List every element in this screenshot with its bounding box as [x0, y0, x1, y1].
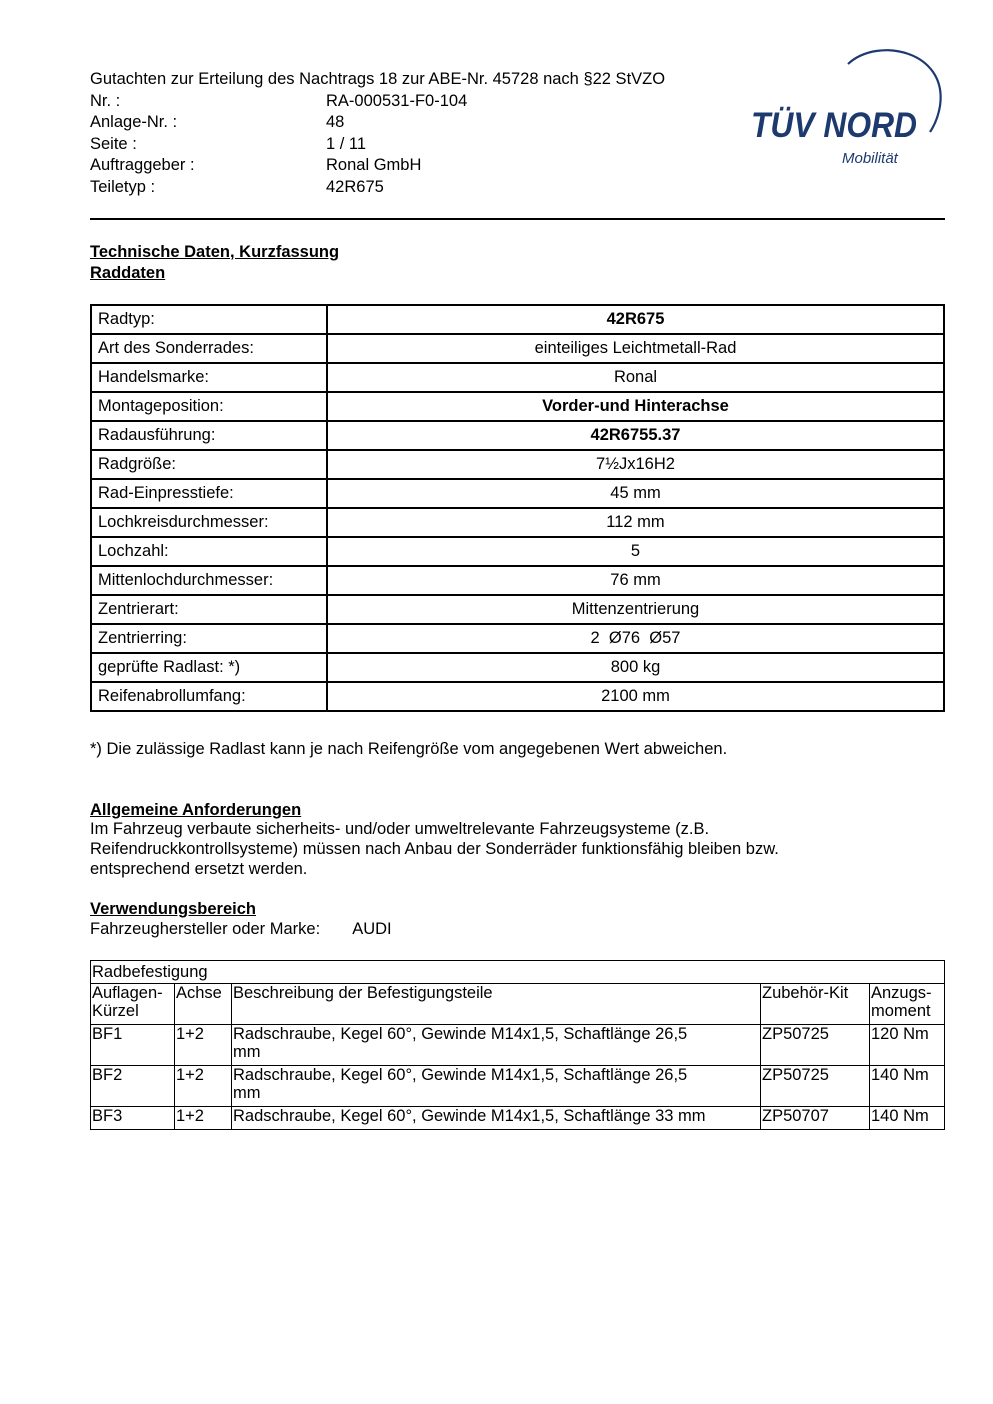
requirements-text	[90, 819, 779, 879]
desc-line: mm	[233, 1043, 261, 1061]
logo-brand: TÜV NORD	[751, 106, 917, 145]
cell-axle: 1+2	[175, 1025, 232, 1066]
header-cell-kit: Zubehör-Kit	[761, 984, 870, 1025]
header-text: moment	[871, 1002, 931, 1020]
wheel-data-table	[90, 304, 945, 712]
desc-line: mm	[233, 1084, 261, 1102]
table-row	[91, 566, 944, 595]
text-line: Im Fahrzeug verbaute sicherheits- und/oder umweltrelevante Fahrzeugsysteme (z.B.	[90, 820, 710, 838]
header-field-nr	[90, 91, 665, 113]
table-row	[91, 595, 944, 624]
row-label: Lochzahl:	[91, 537, 327, 566]
cell-description: Radschraube, Kegel 60°, Gewinde M14x1,5, Schaftlänge 33 mm	[232, 1107, 761, 1130]
row-label: Art des Sonderrades:	[91, 334, 327, 363]
table-row	[91, 479, 944, 508]
row-value: Mittenzentrierung	[327, 595, 944, 624]
row-value: 45 mm	[327, 479, 944, 508]
table-row	[91, 1025, 945, 1066]
table-row	[91, 1066, 945, 1107]
row-label: Zentrierart:	[91, 595, 327, 624]
cell-code: BF1	[91, 1025, 175, 1066]
header-divider	[90, 218, 945, 220]
cell-torque: 120 Nm	[870, 1025, 945, 1066]
header-text: Anzugs-	[871, 984, 932, 1002]
row-label: Reifenabrollumfang:	[91, 682, 327, 711]
row-label: Lochkreisdurchmesser:	[91, 508, 327, 537]
header-field-seite	[90, 134, 665, 156]
table-caption-row	[91, 961, 945, 984]
header-label: Seite :	[90, 134, 137, 153]
document-title: Gutachten zur Erteilung des Nachtrags 18 zur ABE-Nr. 45728 nach §22 StVZO	[90, 70, 666, 88]
row-value: 2100 mm	[327, 682, 944, 711]
row-value: 5	[327, 537, 944, 566]
row-value: Ronal	[327, 363, 944, 392]
row-label: Handelsmarke:	[91, 363, 327, 392]
row-value: 800 kg	[327, 653, 944, 682]
row-value: 42R6755.37	[327, 421, 944, 450]
fixing-table	[90, 960, 945, 1130]
cell-axle: 1+2	[175, 1066, 232, 1107]
table-row	[91, 682, 944, 711]
header-value: 42R675	[326, 177, 384, 196]
desc-line: Radschraube, Kegel 60°, Gewinde M14x1,5, Schaftlänge 26,5	[233, 1066, 688, 1084]
cell-kit: ZP50707	[761, 1107, 870, 1130]
row-value: 112 mm	[327, 508, 944, 537]
row-label: geprüfte Radlast: *)	[91, 653, 327, 682]
table-row	[91, 653, 944, 682]
row-label: Zentrierring:	[91, 624, 327, 653]
table-row	[91, 363, 944, 392]
header-value: 1 / 11	[326, 134, 367, 153]
row-label: Radgröße:	[91, 450, 327, 479]
manufacturer-value: AUDI	[352, 920, 392, 938]
header-cell-axle: Achse	[175, 984, 232, 1025]
table-row	[91, 624, 944, 653]
table-row	[91, 421, 944, 450]
cell-kit: ZP50725	[761, 1066, 870, 1107]
cell-code: BF2	[91, 1066, 175, 1107]
header-label: Nr. :	[90, 91, 121, 110]
table-row	[91, 392, 944, 421]
header-value: Ronal GmbH	[326, 156, 422, 174]
tuv-nord-logo	[748, 46, 948, 171]
cell-code: BF3	[91, 1107, 175, 1130]
header-cell-torque	[870, 984, 945, 1025]
row-value: Vorder-und Hinterachse	[327, 392, 944, 421]
row-value: 42R675	[327, 305, 944, 334]
cell-axle: 1+2	[175, 1107, 232, 1130]
header-label: Teiletyp :	[90, 177, 156, 196]
row-label: Rad-Einpresstiefe:	[91, 479, 327, 508]
section-title-requirements: Allgemeine Anforderungen	[90, 801, 302, 819]
section-title-usage: Verwendungsbereich	[90, 900, 256, 918]
row-value: 2 Ø76 Ø57	[327, 624, 944, 653]
table-row	[91, 1107, 945, 1130]
section-title-technical: Technische Daten, Kurzfassung	[90, 243, 340, 261]
row-label: Radtyp:	[91, 305, 327, 334]
cell-description	[232, 1025, 761, 1066]
row-value: 7½Jx16H2	[327, 450, 944, 479]
row-value: einteiliges Leichtmetall-Rad	[327, 334, 944, 363]
cell-torque: 140 Nm	[870, 1066, 945, 1107]
table-caption: Radbefestigung	[91, 961, 945, 984]
cell-kit: ZP50725	[761, 1025, 870, 1066]
header-field-teiletyp	[90, 177, 665, 199]
table-row	[91, 537, 944, 566]
desc-line: Radschraube, Kegel 60°, Gewinde M14x1,5, Schaftlänge 26,5	[233, 1025, 688, 1043]
row-label: Montageposition:	[91, 392, 327, 421]
header-value: 48	[326, 113, 345, 131]
row-value: 76 mm	[327, 566, 944, 595]
section-subtitle-raddaten: Raddaten	[90, 264, 166, 282]
manufacturer-label: Fahrzeughersteller oder Marke:	[90, 920, 321, 938]
table-row	[91, 508, 944, 537]
table-header-row	[91, 984, 945, 1025]
header-label: Anlage-Nr. :	[90, 113, 178, 131]
header-value: RA-000531-F0-104	[326, 91, 468, 110]
table-row	[91, 334, 944, 363]
table-row	[91, 305, 944, 334]
manufacturer-line	[90, 919, 392, 939]
text-line: Reifendruckkontrollsysteme) müssen nach Anbau der Sonderräder funktionsfähig bleiben bzw.	[90, 840, 779, 858]
header-label: Auftraggeber :	[90, 156, 195, 174]
text-line: entsprechend ersetzt werden.	[90, 860, 308, 878]
row-label: Mittenlochdurchmesser:	[91, 566, 327, 595]
header-cell-description: Beschreibung der Befestigungsteile	[232, 984, 761, 1025]
header-cell-code	[91, 984, 175, 1025]
footnote: *) Die zulässige Radlast kann je nach Reifengröße vom angegebenen Wert abweichen.	[90, 740, 728, 758]
cell-torque: 140 Nm	[870, 1107, 945, 1130]
header-field-anlage	[90, 112, 665, 134]
table-row	[91, 450, 944, 479]
logo-sub: Mobilität	[842, 150, 898, 167]
document-header	[90, 69, 665, 198]
header-text: Auflagen-	[92, 984, 163, 1002]
row-label: Radausführung:	[91, 421, 327, 450]
cell-description	[232, 1066, 761, 1107]
header-text: Kürzel	[92, 1002, 139, 1020]
header-field-auftraggeber	[90, 155, 665, 177]
